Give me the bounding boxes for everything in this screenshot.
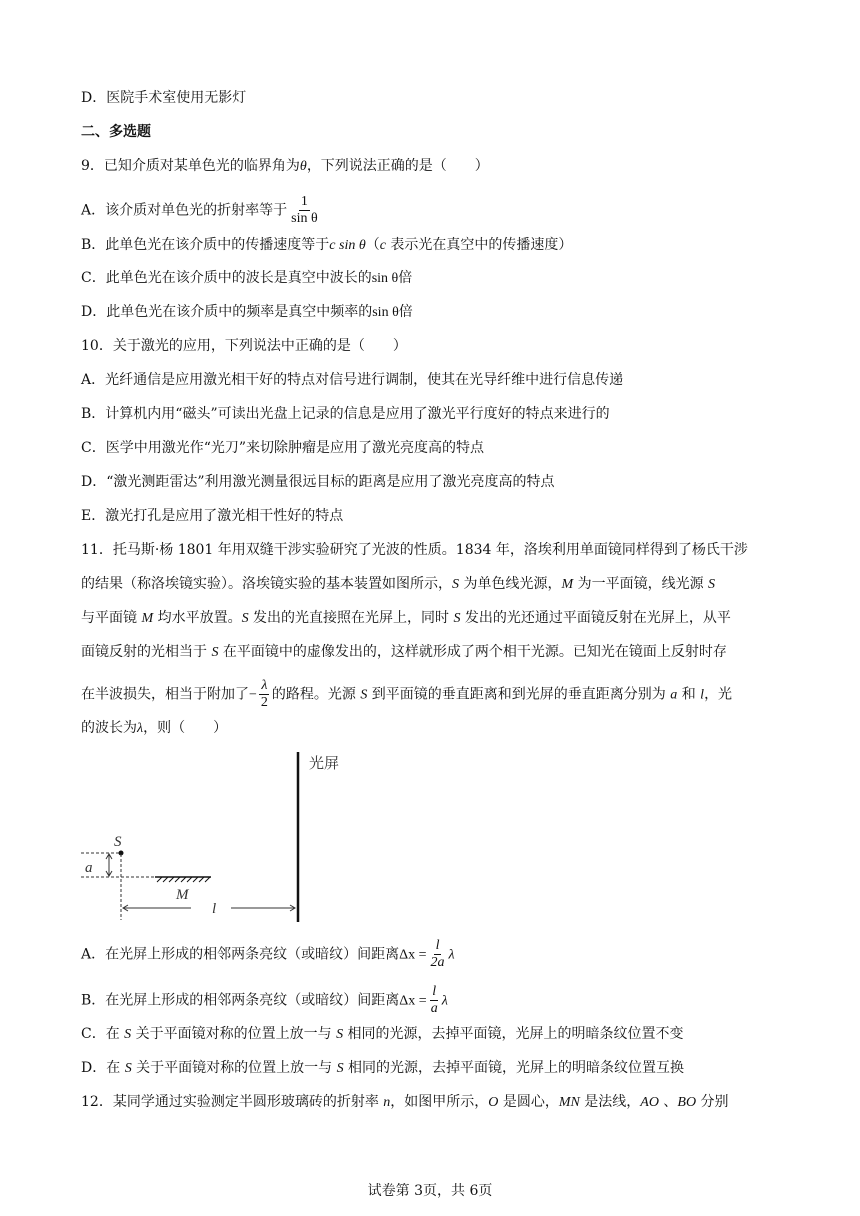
q11-option-b: B．在光屏上形成的相邻两条亮纹（或暗纹）间距离Δx = $\frac{l}{a}$ λ	[81, 984, 448, 1016]
q11-line-6: 的波长为λ，则（ ）	[81, 720, 228, 736]
fraction: $\frac{l}{a}$	[430, 984, 438, 1016]
q9-option-d: D．此单色光在该介质中的频率是真空中频率的sin θ倍	[81, 304, 413, 320]
q10-option-c: C．医学中用激光作“光刀”来切除肿瘤是应用了激光亮度高的特点	[81, 440, 485, 456]
q11-option-c: C．在 S 关于平面镜对称的位置上放一与 S 相同的光源，去掉平面镜，光屏上的明暗条纹位置不变	[81, 1026, 684, 1042]
option-d-line: D．医院手术室使用无影灯	[81, 90, 247, 106]
fraction: $\frac{\lambda}{2}$	[260, 678, 268, 710]
q11-line-4: 面镜反射的光相当于 S 在平面镜中的虚像发出的，这样就形成了两个相干光源。已知光在镜面上反射时存	[81, 644, 727, 660]
l-label: l	[212, 901, 217, 917]
q11-line-1: 11．托马斯·杨 1801 年用双缝干涉实验研究了光波的性质。1834 年，洛埃利用单面镜同样得到了杨氏干涉	[81, 542, 748, 558]
q12-stem: 12．某同学通过实验测定半圆形玻璃砖的折射率 n，如图甲所示，O 是圆心，MN 是法线，AO 、BO 分别	[81, 1094, 729, 1110]
q9-option-a: A．该介质对单色光的折射率等于 $\frac{1}{\text{sin θ}}$	[81, 194, 318, 226]
q10-option-e: E．激光打孔是应用了激光相干性好的特点	[81, 508, 344, 524]
q11-line-3: 与平面镜 M 均水平放置。S 发出的光直接照在光屏上，同时 S 发出的光还通过平面镜反射在光屏上，从平	[81, 610, 731, 626]
q10-stem: 10．关于激光的应用，下列说法中正确的是（ ）	[81, 338, 407, 354]
q10-option-a: A．光纤通信是应用激光相干好的特点对信号进行调制，使其在光导纤维中进行信息传递	[81, 372, 624, 388]
q9-stem: 9．已知介质对某单色光的临界角为θ，下列说法正确的是（ ）	[81, 158, 489, 174]
q9-option-c: C．此单色光在该介质中的波长是真空中波长的sin θ倍	[81, 270, 413, 286]
fraction: $\frac{1}{\text{sin θ}}$	[291, 194, 318, 226]
q11-option-a: A．在光屏上形成的相邻两条亮纹（或暗纹）间距离Δx = $\frac{l}{2a}$ λ	[81, 938, 455, 970]
fraction: $\frac{l}{2a}$	[430, 938, 445, 970]
page-footer: 试卷第 3页，共 6页	[367, 1183, 493, 1199]
q11-option-d: D．在 S 关于平面镜对称的位置上放一与 S 相同的光源，去掉平面镜，光屏上的明暗条纹位置互换	[81, 1060, 685, 1076]
lloyd-mirror-figure	[81, 746, 340, 926]
section-title: 二、多选题	[81, 124, 151, 140]
a-label: a	[85, 860, 93, 876]
q10-option-d: D．“激光测距雷达”利用激光测量很远目标的距离是应用了激光亮度高的特点	[81, 474, 555, 490]
q10-option-b: B．计算机内用“磁头”可读出光盘上记录的信息是应用了激光平行度好的特点来进行的	[81, 406, 610, 422]
mirror-label: M	[176, 887, 189, 903]
q11-line-5: 在半波损失，相当于附加了− $\frac{\lambda}{2}$ 的路程。光源 S 到平面镜的垂直距离和到光屏的垂直距离分别为 a 和 l，光	[81, 678, 733, 710]
q11-line-2: 的结果（称洛埃镜实验）。洛埃镜实验的基本装置如图所示，S 为单色线光源，M 为一平面镜，线光源 S	[81, 576, 716, 592]
q9-option-b: B．此单色光在该介质中的传播速度等于c sin θ（c 表示光在真空中的传播速度）	[81, 237, 573, 253]
source-label: S	[114, 834, 122, 850]
screen-label: 光屏	[309, 754, 340, 772]
